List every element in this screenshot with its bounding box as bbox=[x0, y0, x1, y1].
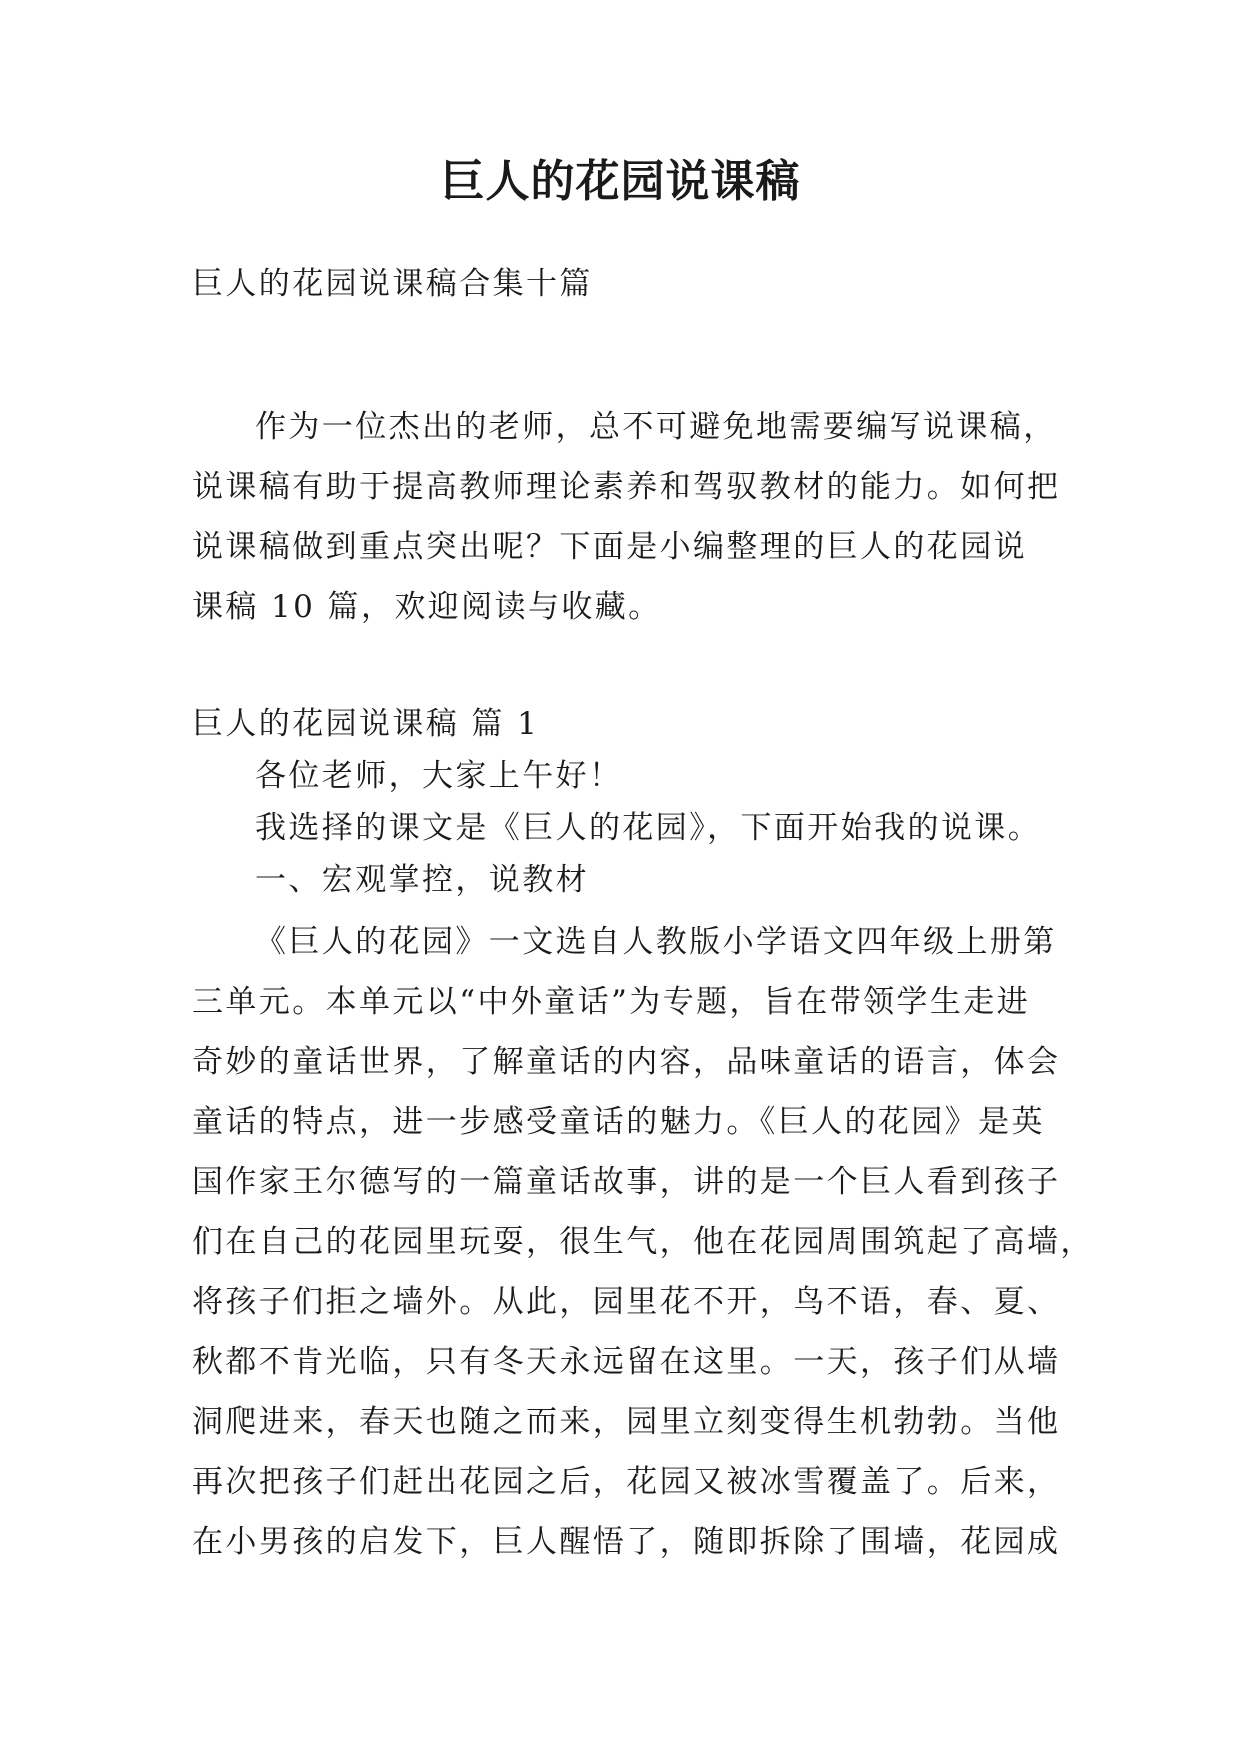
intro-line-1: 作为一位杰出的老师，总不可避免地需要编写说课稿， bbox=[255, 409, 1057, 445]
intro-line-3: 说课稿做到重点突出呢？下面是小编整理的巨人的花园说 bbox=[192, 529, 1027, 565]
body-line-2: 三单元。本单元以“中外童话”为专题，旨在带领学生走进 bbox=[192, 984, 1031, 1020]
body-line-4: 童话的特点，进一步感受童话的魅力。《巨人的花园》是英 bbox=[192, 1104, 1045, 1140]
body-line-8: 秋都不肯光临，只有冬天永远留在这里。一天，孩子们从墙 bbox=[192, 1344, 1061, 1380]
body-line-3: 奇妙的童话世界，了解童话的内容，品味童话的语言，体会 bbox=[192, 1044, 1061, 1080]
body-line-9: 洞爬进来，春天也随之而来，园里立刻变得生机勃勃。当他 bbox=[192, 1404, 1061, 1440]
body-line-6: 们在自己的花园里玩耍，很生气，他在花园周围筑起了高墙， bbox=[192, 1224, 1094, 1260]
intro-line-2: 说课稿有助于提高教师理论素养和驾驭教材的能力。如何把 bbox=[192, 469, 1061, 505]
body-line-11: 在小男孩的启发下，巨人醒悟了，随即拆除了围墙，花园成 bbox=[192, 1524, 1061, 1560]
document-subtitle: 巨人的花园说课稿合集十篇 bbox=[192, 266, 593, 302]
section-heading: 巨人的花园说课稿 篇 1 bbox=[192, 706, 540, 742]
body-line-5: 国作家王尔德写的一篇童话故事，讲的是一个巨人看到孩子 bbox=[192, 1164, 1061, 1200]
greeting: 各位老师，大家上午好！ bbox=[255, 758, 623, 794]
body-line-7: 将孩子们拒之墙外。从此，园里花不开，鸟不语，春、夏、 bbox=[192, 1284, 1061, 1320]
part-heading: 一、宏观掌控，说教材 bbox=[255, 862, 589, 898]
body-line-10: 再次把孩子们赶出花园之后，花园又被冰雪覆盖了。后来， bbox=[192, 1464, 1061, 1500]
topic-line: 我选择的课文是《巨人的花园》，下面开始我的说课。 bbox=[255, 810, 1042, 846]
intro-line-4: 课稿 10 篇，欢迎阅读与收藏。 bbox=[192, 589, 662, 625]
document-title: 巨人的花园说课稿 bbox=[440, 156, 801, 207]
body-line-1: 《巨人的花园》一文选自人教版小学语文四年级上册第 bbox=[255, 924, 1057, 960]
